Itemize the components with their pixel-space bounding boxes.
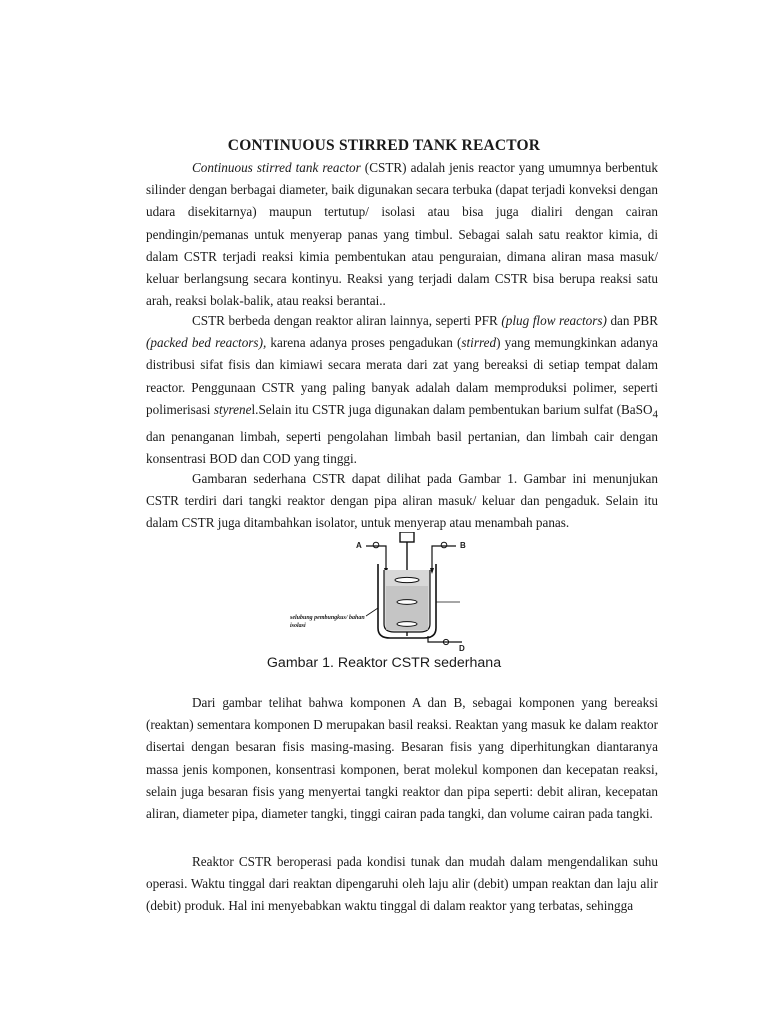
motor-box [400,532,414,542]
paragraph-5-text: Reaktor CSTR beroperasi pada kondisi tunak dan mudah dalam mengendalikan suhu operasi. Waktu tinggal dari reaktan dipengaruhi oleh laju alir (debit) umpan reaktan dan laju alir (debit) produk. Hal ini menyebabkan waktu tinggal di dalam reaktor yang terbatas, sehingga [146,854,658,914]
valve-a-icon [373,542,379,548]
valve-b-icon [441,542,447,548]
stream-label-d: D [459,644,465,653]
paragraph-2-text-5: l.Selain itu CSTR juga digunakan dalam pembentukan barium sulfat (BaSO [251,401,653,417]
paragraph-2-text-4: ) yang memungkinkan adanya distribusi sifat fisis dan kimiawi secara merata dari zat yang bereaksi di setiap tempat dalam reactor. Penggunaan CSTR yang paling banyak adalah dalam memproduksi polimer, seperti polimerisasi [146,335,658,417]
paragraph-2-text-2: dan PBR [606,313,658,328]
term-pbr: (packed bed reactors), [146,335,267,351]
term-stirred: stirred [461,335,497,351]
cstr-diagram [352,532,482,652]
paragraph-1 [146,157,658,312]
stream-label-b: B [460,541,466,550]
paragraph-4 [146,692,658,825]
inlet-a-pipe [366,546,386,572]
term-styrene: styrene [213,401,252,417]
paragraph-5 [146,851,658,918]
paragraph-3 [146,468,658,535]
impeller-bottom [397,622,417,627]
paragraph-4-text: Dari gambar telihat bahwa komponen A dan B, sebagai komponen yang bereaksi (reaktan) sementara komponen D merupakan basil reaksi. Reaktan yang masuk ke dalam reaktor disertai dengan besaran fisis masing-masing. Besaran fisis yang diperhitungkan diantaranya massa jenis komponen, konsentrasi komponen, berat molekul komponen dan kecepatan reaksi, selain juga besaran fisis yang menyertai tangki reaktor dan pipa seperti: debit aliran, kecepatan aliran, diameter pipa, diameter tangki, tinggi cairan pada tangki, dan volume cairan pada tangki. [146,695,658,822]
stream-label-a: A [356,541,362,550]
paragraph-2-text-6: dan penanganan limbah, seperti pengolahan limbah basil pertanian, dan limbah cair dengan konsentrasi BOD dan COD yang tinggi. [146,428,658,466]
insulation-note: selubung pembungkus/ bahan isolasi [290,615,365,629]
subscript-4: 4 [652,408,659,421]
paragraph-2-text-3: karena adanya proses pengadukan ( [266,335,462,351]
figure-caption: Gambar 1. Reaktor CSTR sederhana [266,655,502,671]
page-title: CONTINUOUS STIRRED TANK REACTOR [227,137,541,154]
term-cstr: Continuous stirred tank reactor [192,160,361,175]
paragraph-2 [146,310,658,470]
term-pfr: (plug flow reactors) [501,313,607,328]
paragraph-2-text-1: CSTR berbeda dengan reaktor aliran lainnya, seperti PFR [192,313,502,328]
outlet-d-pipe [428,636,462,642]
paragraph-1-text: (CSTR) adalah jenis reactor yang umumnya berbentuk silinder dengan berbagai diameter, baik digunakan secara terbuka (dapat terjadi konveksi dengan udara disekitarnya) maupun tertutup/ isolasi atau bisa juga dialiri dengan cairan pendingin/pemanas untuk menyerap panas yang timbul. Sebagai salah satu reaktor kimia, di dalam CSTR terjadi reaksi kimia pembentukan atau penguraian, dimana aliran masa masuk/ keluar berlangsung secara kontinyu. Reaksi yang terjadi dalam CSTR bisa berupa reaksi satu arah, reaksi bolak-balik, atau reaksi berantai.. [146,160,658,309]
impeller-middle [397,600,417,605]
paragraph-3-text: Gambaran sederhana CSTR dapat dilihat pada Gambar 1. Gambar ini menunjukan CSTR terdiri dari tangki reaktor dengan pipa aliran masuk/ keluar dan pengaduk. Selain itu dalam CSTR juga ditambahkan isolator, untuk menyerap atau menambah panas. [146,471,658,531]
impeller-top [395,577,419,582]
